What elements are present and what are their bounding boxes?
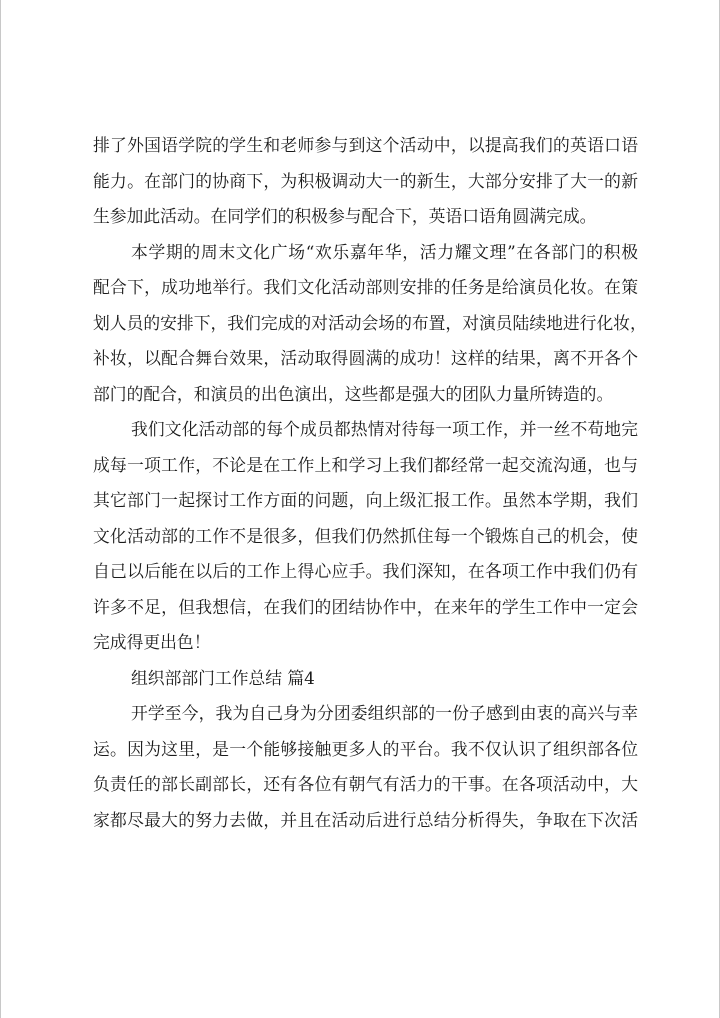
text-line: 配合下，成功地举行。我们文化活动部则安排的任务是给演员化妆。在策 (93, 277, 638, 297)
text-line: 负责任的部长副部长，还有各位有朝气有活力的干事。在各项活动中，大 (93, 774, 638, 794)
text-line: 补妆，以配合舞台效果，活动取得圆满的成功！这样的结果，离不开各个 (93, 348, 638, 368)
text-line: 其它部门一起探讨工作方面的问题，向上级汇报工作。虽然本学期，我们 (93, 490, 638, 510)
paragraph-start-line: 开学至今，我为自己身为分团委组织部的一份子感到由衷的高兴与幸 (131, 703, 638, 723)
text-line: 运。因为这里，是一个能够接触更多人的平台。我不仅认识了组织部各位 (93, 738, 638, 759)
text-line: 文化活动部的工作不是很多，但我们仍然抓住每一个锻炼自己的机会，使 (93, 525, 638, 546)
document-body (93, 128, 647, 838)
text-line: 成每一项工作，不论是在工作上和学习上我们都经常一起交流沟通，也与 (93, 454, 638, 475)
text-line: 部门的配合，和演员的出色演出，这些都是强大的团队力量所铸造的。 (93, 383, 614, 404)
section-heading: 组织部部门工作总结 篇4 (131, 667, 315, 688)
paragraph-start-line: 本学期的周末文化广场“欢乐嘉年华，活力耀文理”在各部门的积极 (131, 241, 638, 262)
text-line: 许多不足，但我想信，在我们的团结协作中，在来年的学生工作中一定会 (93, 596, 638, 617)
text-line: 划人员的安排下，我们完成的对活动会场的布置，对演员陆续地进行化妆， (93, 312, 647, 333)
text-line: 家都尽最大的努力去做，并且在活动后进行总结分析得失，争取在下次活 (93, 809, 638, 830)
text-line: 能力。在部门的协商下，为积极调动大一的新生，大部分安排了大一的新 (93, 170, 638, 191)
text-line: 生参加此活动。在同学们的积极参与配合下，英语口语角圆满完成。 (93, 206, 597, 226)
text-line: 排了外国语学院的学生和老师参与到这个活动中，以提高我们的英语口语 (93, 135, 638, 155)
text-line: 完成得更出色！ (93, 632, 211, 652)
paragraph-start-line: 我们文化活动部的每个成员都热情对待每一项工作，并一丝不苟地完 (131, 419, 638, 439)
text-line: 自己以后能在以后的工作上得心应手。我们深知，在各项工作中我们仍有 (93, 561, 638, 581)
